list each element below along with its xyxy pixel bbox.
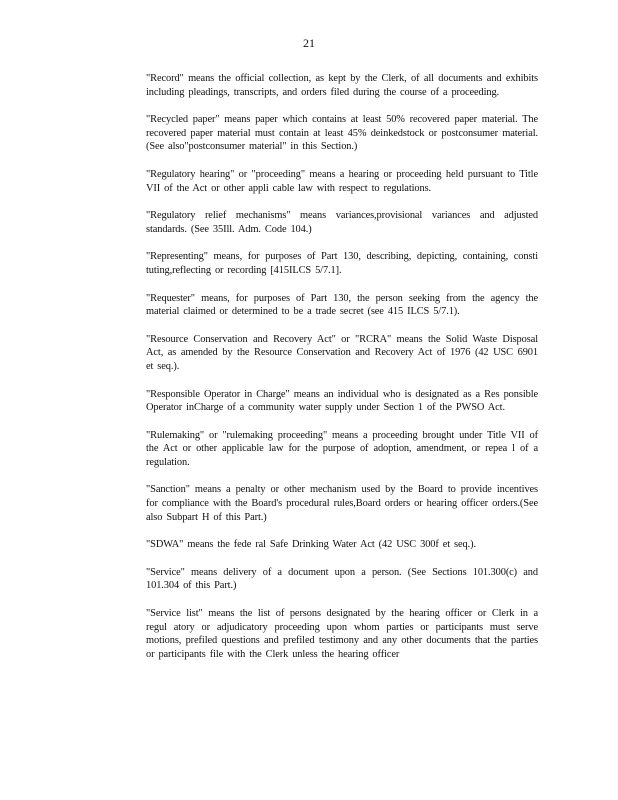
definition-sdwa: "SDWA" means the fede ral Safe Drinking Water Act (42 USC 300f et seq.). [146,539,476,551]
definition-regulatory-hearing: "Regulatory hearing" or "proceeding" means a hearing or proceeding held pursuant to Title VII of the Act or other appli cable law with respect to regulations. [146,168,538,194]
page-number: 21 [303,36,315,50]
definition-service-list: "Service list" means the list of persons designated by the hearing officer or Clerk in a regul atory or adjudicatory proceeding upon whom parties or participants must serve motions, prefiled questions and prefiled testimony and any other documents that the parties or participants file with the Clerk unless the hearing officer [146,608,538,660]
definition-regulatory-relief-mechanisms: "Regulatory relief mechanisms" means variances,provisional variances and adjusted standards. (See 35Ill. Adm. Code 104.) [146,210,538,235]
definition-recycled-paper: "Recycled paper" means paper which contains at least 50% recovered paper material. The recovered paper material must contain at least 45% deinkedstock or postconsumer material. (See also"postconsumer material" in this Section.) [146,114,538,153]
definition-responsible-operator: "Responsible Operator in Charge" means an individual who is designated as a Res ponsible Operator inCharge of a community water supply under Section 1 of the PWSO Act. [146,388,538,414]
definition-record: "Record" means the official collection, as kept by the Clerk, of all documents and exhibits including pleadings, transcripts, and orders filed during the course of a proceeding. [146,73,538,98]
definition-service: "Service" means delivery of a document upon a person. (See Sections 101.300(c) and 101.304 of this Part.) [146,566,538,592]
definition-sanction: "Sanction" means a penalty or other mechanism used by the Board to provide incentives for compliance with the Board's procedural rules,Board orders or hearing officer orders.(See also Subpart H of this Part.) [146,484,538,523]
definition-representing: "Representing" means, for purposes of Part 130, describing, depicting, containing, consti tuting,reflecting or recording [415ILCS 5/7.1]. [146,251,538,276]
definition-rcra: "Resource Conservation and Recovery Act" or "RCRA" means the Solid Waste Disposal Act, as amended by the Resource Conservation and Recovery Act of 1976 (42 USC 6901 et seq.). [146,333,538,372]
definition-requester: "Requester" means, for purposes of Part 130, the person seeking from the agency the material claimed or determined to be a trade secret (see 415 ILCS 5/7.1). [146,292,538,318]
definition-rulemaking: "Rulemaking" or "rulemaking proceeding" means a proceeding brought under Title VII of the Act or other applicable law for the purpose of adoption, amendment, or repea l of a regulation. [146,429,538,468]
definitions-section [146,72,538,675]
